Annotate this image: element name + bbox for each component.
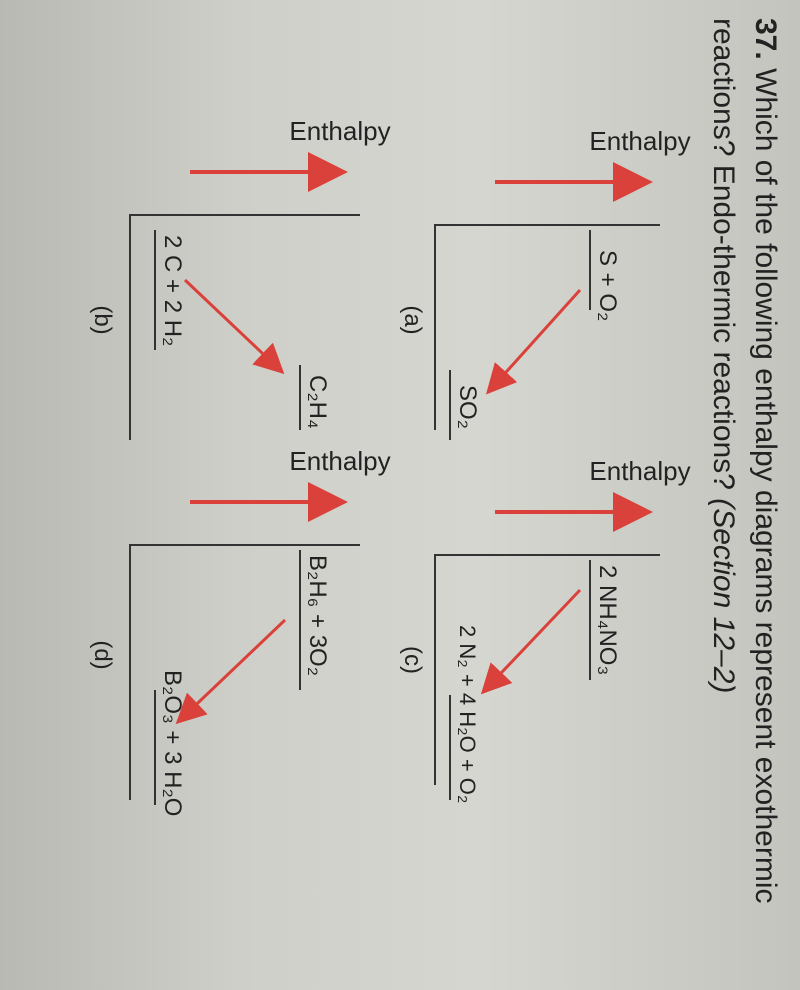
diagram-label-b: (b): [89, 305, 116, 335]
axis-label-d: Enthalpy: [289, 446, 391, 476]
lower-species-a: SO₂: [454, 385, 481, 429]
reaction-arrow-d: [180, 620, 285, 720]
question-body: Which of the following enthalpy diagrams represent exothermic reactions? Endo-thermic reactions?: [707, 18, 782, 904]
upper-species-b: C₂H₄: [304, 375, 331, 429]
lower-species-c: 2 N₂ + 4 H₂O + O₂: [455, 625, 480, 804]
lower-species-b: 2 C + 2 H₂: [159, 235, 186, 347]
enthalpy-diagram-a: [380, 126, 691, 470]
enthalpy-diagram-b: [80, 116, 391, 460]
axis-label-b: Enthalpy: [289, 116, 391, 146]
question-number: 37.: [749, 18, 782, 60]
upper-species-d: B₂H₆ + 3O₂: [304, 555, 331, 677]
question-text: [702, 18, 786, 978]
upper-species-a: S + O₂: [594, 250, 621, 322]
axis-label-a: Enthalpy: [589, 126, 691, 156]
enthalpy-diagram-c: [380, 456, 691, 810]
enthalpy-diagram-d: [80, 446, 391, 817]
diagram-label-a: (a): [399, 305, 426, 335]
reaction-arrow-c: [485, 590, 580, 690]
diagram-label-d: (d): [89, 640, 116, 670]
axis-label-c: Enthalpy: [589, 456, 691, 486]
upper-species-c: 2 NH₄NO₃: [594, 565, 621, 676]
reaction-arrow-a: [490, 290, 580, 390]
reaction-arrow-b: [185, 280, 280, 370]
question-section: (Section 12–2): [707, 498, 740, 694]
diagram-label-c: (c): [399, 646, 426, 674]
lower-species-d: B₂O₃ + 3 H₂O: [159, 670, 186, 817]
